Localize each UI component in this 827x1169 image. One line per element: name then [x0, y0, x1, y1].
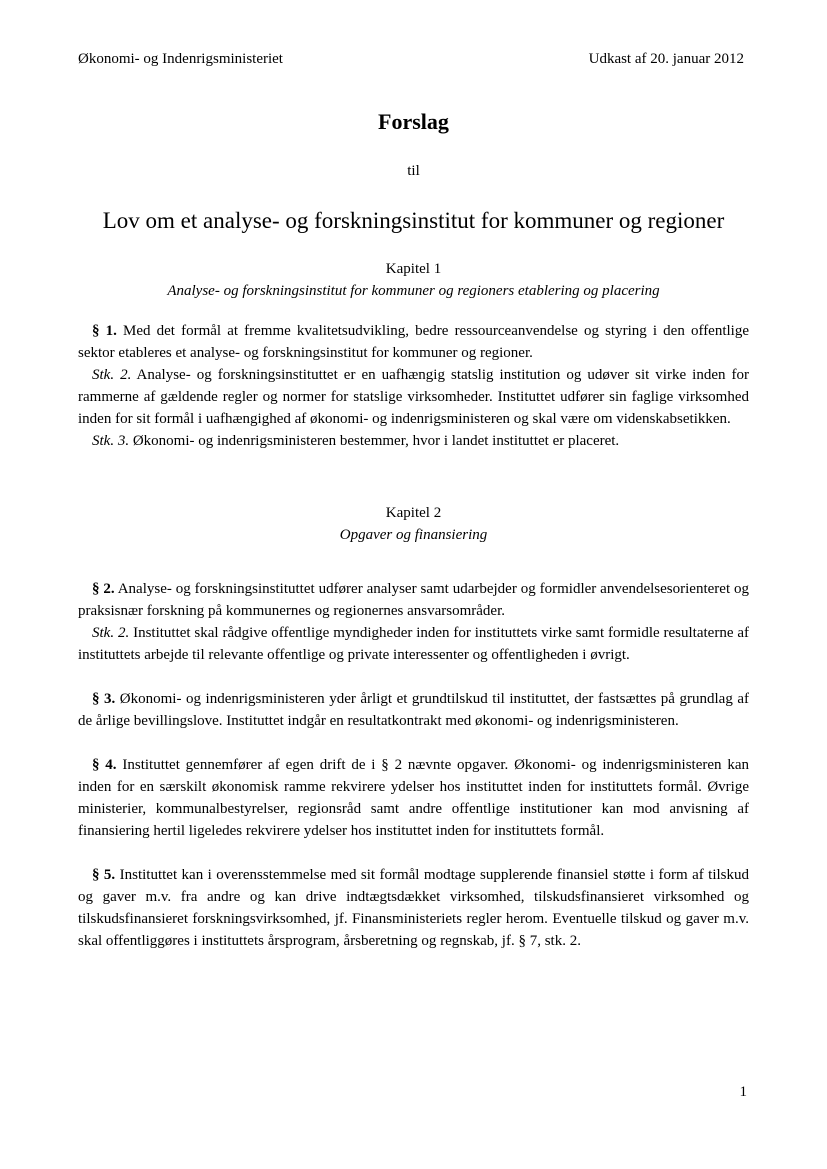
chapter-2-label: Kapitel 2	[385, 505, 442, 521]
paragraph-1-stk-3	[78, 430, 749, 452]
paragraph-2-text: Analyse- og forskningsinstituttet udfører analyser samt udarbejder og formidler anvendelsesorienteret og praksisnær forskning på kommunernes og regionernes ansvarsområder.	[78, 581, 750, 619]
header-ministry: Økonomi- og Indenrigsministeriet	[78, 51, 283, 67]
page-number: 1	[739, 1084, 747, 1100]
paragraph-2-stk-2	[78, 622, 749, 666]
document-title: Forslag	[378, 109, 449, 134]
header-draft-date: Udkast af 20. januar 2012	[588, 51, 744, 67]
paragraph-3	[78, 688, 749, 732]
law-title: Lov om et analyse- og forskningsinstitut for kommuner og regioner	[102, 208, 725, 233]
paragraph-2-stk-2-label: Stk. 2.	[92, 625, 130, 641]
paragraph-4	[78, 754, 749, 842]
paragraph-2-number: § 2.	[92, 581, 115, 597]
paragraph-1-stk-3-label: Stk. 3.	[92, 433, 130, 449]
chapter-1-subtitle: Analyse- og forskningsinstitut for kommuner og regioners etablering og placering	[167, 283, 660, 299]
paragraph-3-number: § 3.	[92, 691, 116, 707]
chapter-1-section	[78, 258, 749, 452]
paragraph-2	[78, 578, 749, 622]
paragraph-1	[78, 320, 749, 364]
paragraph-5	[78, 864, 749, 952]
chapter-2-subtitle: Opgaver og finansiering	[339, 527, 488, 543]
paragraph-3-text: Økonomi- og indenrigsministeren yder årligt et grundtilskud til instituttet, der fastsættes på grundlag af de årlige bevillingslove. Instituttet indgår en resultatkontrakt med økonomi- og indenrigsministeren.	[78, 691, 749, 729]
paragraph-4-number: § 4.	[92, 757, 117, 773]
paragraph-1-number: § 1.	[92, 323, 117, 339]
chapter-2-section	[78, 502, 749, 952]
paragraph-4-text: Instituttet gennemfører af egen drift de i § 2 nævnte opgaver. Økonomi- og indenrigsministeren kan inden for en særskilt økonomisk ramme rekvirere ydelser hos instituttet inden for instituttets formål. Øvrige ministerier, kommunalbestyrelser, regionsråd samt andre offentlige institutioner kan mod anvisning af finansiering hertil ligeledes rekvirere ydelser hos instituttet inden for instituttets formål.	[78, 757, 749, 839]
paragraph-1-text: Med det formål at fremme kvalitetsudvikling, bedre ressourceanvendelse og styring i den offentlige sektor etableres et analyse- og forskningsinstitut for kommuner og regioner.	[78, 323, 750, 361]
paragraph-1-stk-3-text: Økonomi- og indenrigsministeren bestemmer, hvor i landet instituttet er placeret.	[129, 433, 620, 449]
paragraph-5-text: Instituttet kan i overensstemmelse med sit formål modtage supplerende finansiel støtte i form af tilskud og gaver m.v. fra andre og kan drive indtægtsdækket virksomhed, tilskudsfinansieret virksomhed og tilskudsfinansieret forskningsvirksomhed, jf. Finansministeriets regler herom. Eventuelle tilskud og gaver m.v. skal offentliggøres i instituttets årsprogram, årsberetning og regnskab, jf. § 7, stk. 2.	[78, 867, 750, 949]
paragraph-1-stk-2	[78, 364, 749, 430]
paragraph-1-stk-2-label: Stk. 2.	[92, 367, 132, 383]
chapter-1-label: Kapitel 1	[385, 261, 442, 277]
paragraph-2-stk-2-text: Instituttet skal rådgive offentlige myndigheder inden for instituttets virke samt formidle resultaterne af instituttets arbejde til relevante offentlige og private interessenter og offentligheden i øvrigt.	[78, 625, 750, 663]
title-connector: til	[407, 163, 420, 179]
paragraph-1-stk-2-text: Analyse- og forskningsinstituttet er en uafhængig statslig institution og udøver sit virke inden for rammerne af gældende regler og normer for statslige virksomheder. Instituttet udfører sin faglige virksomhed inden for sit formål i uafhængighed af økonomi- og indenrigsministeren og skal være om videnskabsetikken.	[78, 367, 750, 427]
paragraph-5-number: § 5.	[92, 867, 116, 883]
